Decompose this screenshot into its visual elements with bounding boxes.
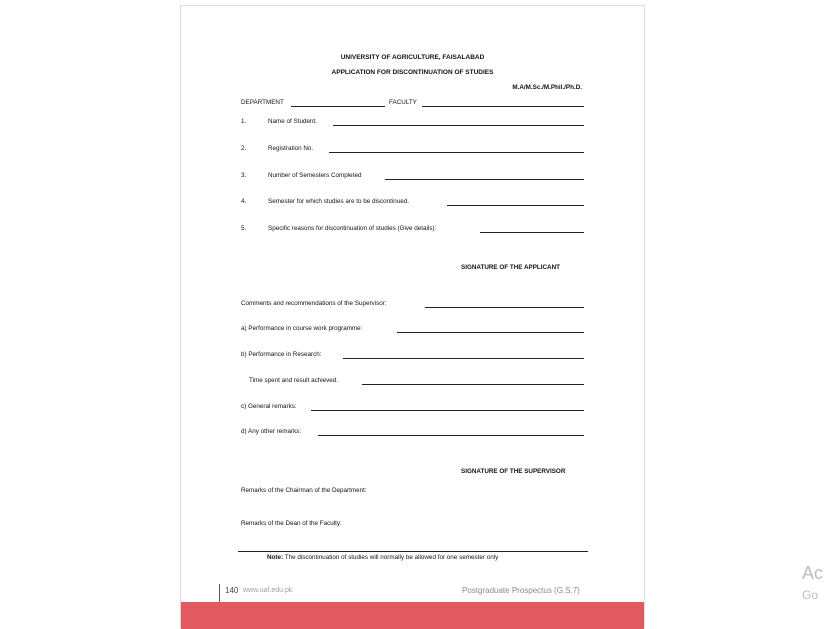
name-of-student-label: Name of Student.: [268, 118, 318, 125]
other-remarks-line: [318, 435, 584, 436]
faculty-line: [422, 106, 584, 107]
semester-discontinued-label: Semester for which studies are to be discontinued.: [268, 198, 410, 205]
item-number: 2.: [241, 145, 247, 152]
footer-prospectus: Postgraduate Prospectus (G.S.7): [462, 586, 580, 595]
degrees-label: M.A/M.Sc./M.Phil./Ph.D.: [512, 84, 582, 91]
footer-band: [181, 602, 644, 629]
note-text: The discontinuation of studies will normally be allowed for one semester only: [284, 554, 499, 561]
supervisor-comments-label: Comments and recommendations of the Supervisor:: [241, 300, 387, 307]
university-heading: UNIVERSITY OF AGRICULTURE, FAISALABAD: [340, 54, 485, 61]
note-divider: [238, 551, 588, 552]
performance-coursework-line: [397, 332, 584, 333]
reasons-line: [480, 232, 584, 233]
form-title: APPLICATION FOR DISCONTINUATION OF STUDIES: [331, 69, 494, 76]
watermark-line2: Go: [802, 588, 819, 602]
note-label: Note:: [267, 554, 284, 561]
note: [267, 554, 498, 561]
semesters-completed-label: Number of Semesters Completed: [268, 172, 362, 179]
department-label: DEPARTMENT: [241, 99, 284, 106]
watermark-line1: Ac: [802, 563, 824, 583]
semester-discontinued-line: [447, 205, 584, 206]
footer-website: www.uaf.edu.pk: [243, 587, 293, 594]
dean-remarks-label: Remarks of the Dean of the Faculty:: [241, 520, 342, 527]
chairman-remarks-label: Remarks of the Chairman of the Department:: [241, 487, 367, 494]
registration-no-line: [329, 152, 584, 153]
reasons-label: Specific reasons for discontinuation of studies (Give details):: [268, 225, 437, 232]
name-of-student-line: [333, 125, 584, 126]
item-number: 4.: [241, 198, 247, 205]
performance-research-label: b) Performance in Research:: [241, 351, 322, 358]
page-number: 140: [225, 586, 239, 595]
supervisor-comments-line: [425, 307, 584, 308]
form-page: [180, 5, 645, 628]
registration-no-label: Registration No.: [268, 145, 314, 152]
other-remarks-label: d) Any other remarks:: [241, 428, 302, 435]
general-remarks-line: [311, 410, 584, 411]
item-number: 1.: [241, 118, 247, 125]
performance-coursework-label: a) Performance in course work programme:: [241, 325, 363, 332]
signature-applicant-label: SIGNATURE OF THE APPLICANT: [461, 264, 561, 271]
item-number: 5.: [241, 225, 247, 232]
semesters-completed-line: [385, 179, 584, 180]
signature-supervisor-label: SIGNATURE OF THE SUPERVISOR: [461, 468, 566, 475]
general-remarks-label: c) General remarks:: [241, 403, 297, 410]
item-number: 3.: [241, 172, 247, 179]
performance-research-line: [343, 358, 584, 359]
department-line: [291, 106, 385, 107]
faculty-label: FACULTY: [389, 99, 417, 106]
time-spent-line: [362, 384, 584, 385]
time-spent-label: Time spent and result achieved.: [249, 377, 339, 384]
